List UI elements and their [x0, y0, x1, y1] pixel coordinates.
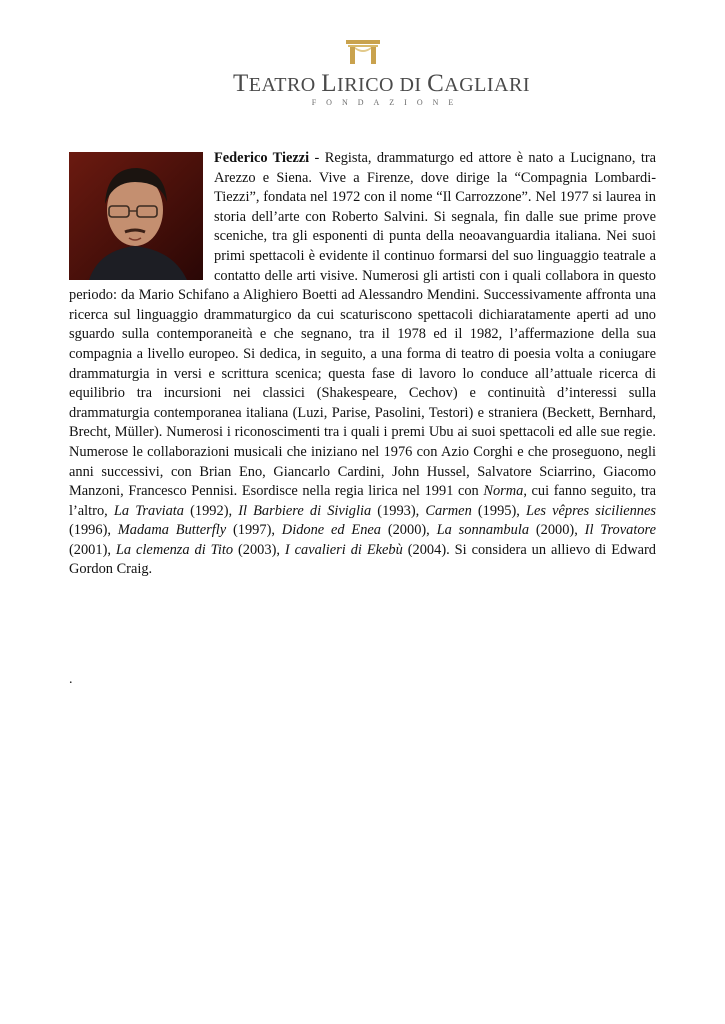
- footer-mark: .: [69, 672, 73, 687]
- logo-subtitle: FONDAZIONE: [311, 98, 464, 107]
- theatre-logo-icon: [346, 40, 380, 64]
- biography: Federico Tiezzi - Regista, drammaturgo ed attore è nato a Lucignano, tra Arezzo e Siena. Vive a Firenze, dove dirige la “Compagnia Lombardi-Tiezzi”, fondata nel 1972 con il nome “Il Carrozzone”. Nel 1977 si laurea in storia dell’arte con Roberto Salvini. Si segnala, fin dalle sue prime prove sceniche, tra gli esponenti di punta della neoavanguardia italiana. Nei suoi primi spettacoli è evidente il continuo formarsi del suo linguaggio teatrale a contatto delle arti visive. Numerosi gli artisti con i quali collabora in questo periodo: da Mario Schifano a Alighiero Boetti ad Alessandro Mendini. Successivamente affronta una ricerca sul linguaggio drammaturgico da cui scaturiscono spettacoli dichiaratamente aperti ad uno sguardo sulla contemporaneità e che segnano, tra il 1978 ed il 1982, l’affermazione della sua compagnia a livello europeo. Si dedica, in seguito, a una forma di teatro di poesia volta a coniugare drammaturgia in versi e scrittura scenica; questa fase di lavoro lo conduce all’attuale ricerca di equilibrio tra incursioni nei classici (Shakespeare, Cechov) e continuità d’interessi sulla drammaturgia contemporanea italiana (Luzi, Parise, Pasolini, Testori) e straniera (Beckett, Bernhard, Brecht, Müller). Numerosi i riconoscimenti tra i quali i premi Ubu ai suoi spettacoli ed alle sue regie. Numerose le collaborazioni musicali che iniziano nel 1976 con Azio Corghi e che proseguono, negli anni successivi, con Brian Eno, Giancarlo Cardini, John Hussel, Salvatore Sciarrino, Giacomo Manzoni, Francesco Pennisi. Esordisce nella regia lirica nel 1991 con Norma, cui fanno seguito, tra l’altro, La Traviata (1992), Il Barbiere di Siviglia (1993), Carmen (1995), Les vêpres siciliennes (1996), Madama Butterfly (1997), Didone ed Enea (2000), La sonnambula (2000), Il Trovatore (2001), La clemenza di Tito (2003), I cavalieri di Ekebù (2004). Si considera un allievo di Edward Gordon Craig.: [69, 150, 656, 578]
- bio-name: Federico Tiezzi: [214, 150, 310, 166]
- portrait-photo: [69, 152, 203, 280]
- header: [0, 40, 725, 107]
- logo-wordmark: TEATRO LIRICO DI CAGLIARI: [233, 70, 530, 97]
